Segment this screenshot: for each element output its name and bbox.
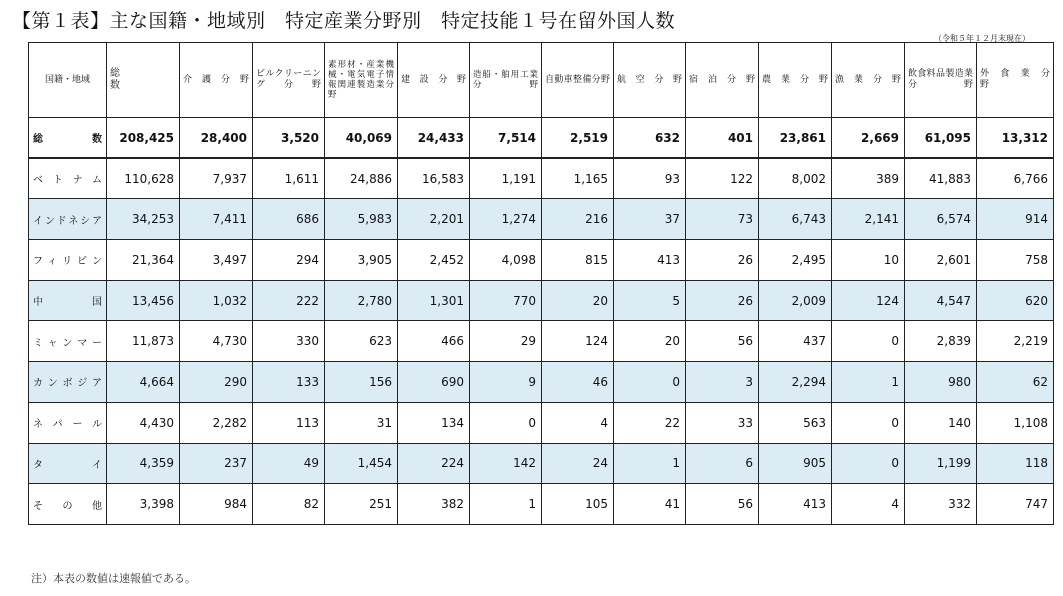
table-row: [29, 158, 1054, 199]
col-header-manufacturing: 素形材・産業機械・電気電子情報関連製造業分野: [325, 43, 398, 118]
cell-shipbuilding: 7,514: [470, 118, 542, 159]
table-cell: 26: [686, 240, 759, 281]
table-row: [29, 280, 1054, 321]
col-header-agriculture: 農 業 分 野: [759, 43, 832, 118]
cell-accommodation: 401: [686, 118, 759, 159]
col-header-accommodation: 宿 泊 分 野: [686, 43, 759, 118]
cell-aviation: 632: [614, 118, 686, 159]
table-cell: 20: [542, 280, 614, 321]
table-cell: 110,628: [107, 158, 180, 199]
table-cell: 466: [398, 321, 470, 362]
table-cell: 2,601: [905, 240, 977, 281]
table-cell: 4,359: [107, 443, 180, 484]
table-cell: 437: [759, 321, 832, 362]
table-cell: 113: [253, 402, 325, 443]
table-cell: 2,141: [832, 199, 905, 240]
as-of-date: （令和５年１２月末現在）: [934, 34, 1030, 43]
table-cell: 31: [325, 402, 398, 443]
table-cell: 6,743: [759, 199, 832, 240]
table-cell: 29: [470, 321, 542, 362]
table-cell: 142: [470, 443, 542, 484]
col-header-food-service: 外 食 業 分 野: [977, 43, 1054, 118]
col-header-aviation: 航 空 分 野: [614, 43, 686, 118]
table-cell: 2,219: [977, 321, 1054, 362]
table-cell: 690: [398, 362, 470, 403]
cell-fishery: 2,669: [832, 118, 905, 159]
table-cell: 4,547: [905, 280, 977, 321]
table-cell: 389: [832, 158, 905, 199]
table-cell: 330: [253, 321, 325, 362]
row-label: カンボジア: [29, 362, 107, 403]
col-header-construction: 建 設 分 野: [398, 43, 470, 118]
table-row: [29, 321, 1054, 362]
table-cell: 3,497: [180, 240, 253, 281]
table-cell: 770: [470, 280, 542, 321]
table-cell: 1,108: [977, 402, 1054, 443]
row-label: 総 数: [29, 118, 107, 159]
table-cell: 3,398: [107, 484, 180, 525]
table-cell: 2,495: [759, 240, 832, 281]
col-header-country: 国籍・地域: [29, 43, 107, 118]
table-row: [29, 199, 1054, 240]
table-cell: 13,456: [107, 280, 180, 321]
row-label: 中 国: [29, 280, 107, 321]
table-cell: 34,253: [107, 199, 180, 240]
cell-total: 208,425: [107, 118, 180, 159]
row-label: ベトナム: [29, 158, 107, 199]
table-row: [29, 240, 1054, 281]
table-cell: 382: [398, 484, 470, 525]
row-label: インドネシア: [29, 199, 107, 240]
table-cell: 2,452: [398, 240, 470, 281]
table-cell: 8,002: [759, 158, 832, 199]
row-label: フィリピン: [29, 240, 107, 281]
table-cell: 26: [686, 280, 759, 321]
col-header-fishery: 漁 業 分 野: [832, 43, 905, 118]
table-cell: 41: [614, 484, 686, 525]
table-cell: 46: [542, 362, 614, 403]
cell-food-service: 13,312: [977, 118, 1054, 159]
table-cell: 24: [542, 443, 614, 484]
col-header-auto-repair: 自動車整備分野: [542, 43, 614, 118]
table-cell: 0: [832, 443, 905, 484]
table-cell: 7,937: [180, 158, 253, 199]
row-label: タ イ: [29, 443, 107, 484]
table-cell: 21,364: [107, 240, 180, 281]
table-cell: 122: [686, 158, 759, 199]
table-cell: 73: [686, 199, 759, 240]
table-cell: 2,780: [325, 280, 398, 321]
header-row: [29, 43, 1054, 118]
col-header-total: 総 数: [107, 43, 180, 118]
table-cell: 620: [977, 280, 1054, 321]
col-header-shipbuilding: 造船・舶用工業分野: [470, 43, 542, 118]
table-cell: 6,766: [977, 158, 1054, 199]
table-cell: 4,098: [470, 240, 542, 281]
table-cell: 6: [686, 443, 759, 484]
table-cell: 2,294: [759, 362, 832, 403]
table-cell: 1,032: [180, 280, 253, 321]
table-cell: 980: [905, 362, 977, 403]
cell-manufacturing: 40,069: [325, 118, 398, 159]
table-cell: 133: [253, 362, 325, 403]
footnote: 注）本表の数値は速報値である。: [31, 572, 196, 585]
cell-agriculture: 23,861: [759, 118, 832, 159]
col-header-nursing: 介 護 分 野: [180, 43, 253, 118]
cell-building-cleaning: 3,520: [253, 118, 325, 159]
table-cell: 62: [977, 362, 1054, 403]
table-cell: 10: [832, 240, 905, 281]
cell-auto-repair: 2,519: [542, 118, 614, 159]
table-cell: 124: [832, 280, 905, 321]
table-cell: 82: [253, 484, 325, 525]
statistics-table: [28, 42, 1060, 525]
table-cell: 0: [832, 321, 905, 362]
table-cell: 747: [977, 484, 1054, 525]
table-cell: 4,730: [180, 321, 253, 362]
table-cell: 686: [253, 199, 325, 240]
page-title: 【第１表】主な国籍・地域別 特定産業分野別 特定技能１号在留外国人数: [12, 10, 676, 32]
table-cell: 33: [686, 402, 759, 443]
table-cell: 2,839: [905, 321, 977, 362]
table-cell: 1,454: [325, 443, 398, 484]
table-cell: 290: [180, 362, 253, 403]
table-cell: 222: [253, 280, 325, 321]
table-cell: 22: [614, 402, 686, 443]
table-cell: 1,274: [470, 199, 542, 240]
table-cell: 24,886: [325, 158, 398, 199]
table-cell: 105: [542, 484, 614, 525]
table-cell: 1: [614, 443, 686, 484]
table-cell: 758: [977, 240, 1054, 281]
table-cell: 4: [542, 402, 614, 443]
table-cell: 216: [542, 199, 614, 240]
table-cell: 9: [470, 362, 542, 403]
table-cell: 1,191: [470, 158, 542, 199]
table-cell: 1,301: [398, 280, 470, 321]
table-cell: 56: [686, 321, 759, 362]
table-cell: 2,201: [398, 199, 470, 240]
table-cell: 11,873: [107, 321, 180, 362]
cell-construction: 24,433: [398, 118, 470, 159]
table-cell: 20: [614, 321, 686, 362]
table-cell: 16,583: [398, 158, 470, 199]
table-cell: 6,574: [905, 199, 977, 240]
table-cell: 815: [542, 240, 614, 281]
table-cell: 413: [614, 240, 686, 281]
table-cell: 563: [759, 402, 832, 443]
table-cell: 49: [253, 443, 325, 484]
table-cell: 7,411: [180, 199, 253, 240]
table-row: [29, 402, 1054, 443]
table-cell: 4: [832, 484, 905, 525]
table-cell: 56: [686, 484, 759, 525]
table-cell: 1,611: [253, 158, 325, 199]
col-header-building-cleaning: ビルクリーニング分野: [253, 43, 325, 118]
table-cell: 237: [180, 443, 253, 484]
table-cell: 914: [977, 199, 1054, 240]
table-cell: 1,199: [905, 443, 977, 484]
row-label: そ の 他: [29, 484, 107, 525]
table-row: [29, 362, 1054, 403]
table-cell: 224: [398, 443, 470, 484]
table-cell: 0: [614, 362, 686, 403]
table-cell: 118: [977, 443, 1054, 484]
table-cell: 0: [832, 402, 905, 443]
table-cell: 5: [614, 280, 686, 321]
row-label: ネパール: [29, 402, 107, 443]
table-cell: 41,883: [905, 158, 977, 199]
total-row: [29, 118, 1054, 159]
table-cell: 251: [325, 484, 398, 525]
table-cell: 0: [470, 402, 542, 443]
table-cell: 1: [470, 484, 542, 525]
table-cell: 413: [759, 484, 832, 525]
table-cell: 3,905: [325, 240, 398, 281]
table-cell: 4,430: [107, 402, 180, 443]
table-cell: 2,282: [180, 402, 253, 443]
table-cell: 4,664: [107, 362, 180, 403]
cell-nursing: 28,400: [180, 118, 253, 159]
table-row: [29, 484, 1054, 525]
table-cell: 93: [614, 158, 686, 199]
table-cell: 3: [686, 362, 759, 403]
table-cell: 5,983: [325, 199, 398, 240]
table-cell: 37: [614, 199, 686, 240]
table-cell: 1,165: [542, 158, 614, 199]
table-cell: 905: [759, 443, 832, 484]
table-cell: 294: [253, 240, 325, 281]
table-cell: 140: [905, 402, 977, 443]
table-cell: 2,009: [759, 280, 832, 321]
row-label: ミャンマー: [29, 321, 107, 362]
table-cell: 134: [398, 402, 470, 443]
table-row: [29, 443, 1054, 484]
cell-food-manufacturing: 61,095: [905, 118, 977, 159]
col-header-food-manufacturing: 飲食料品製造業分野: [905, 43, 977, 118]
table-cell: 124: [542, 321, 614, 362]
table-cell: 1: [832, 362, 905, 403]
table-cell: 332: [905, 484, 977, 525]
table-cell: 156: [325, 362, 398, 403]
table-cell: 623: [325, 321, 398, 362]
table-cell: 984: [180, 484, 253, 525]
